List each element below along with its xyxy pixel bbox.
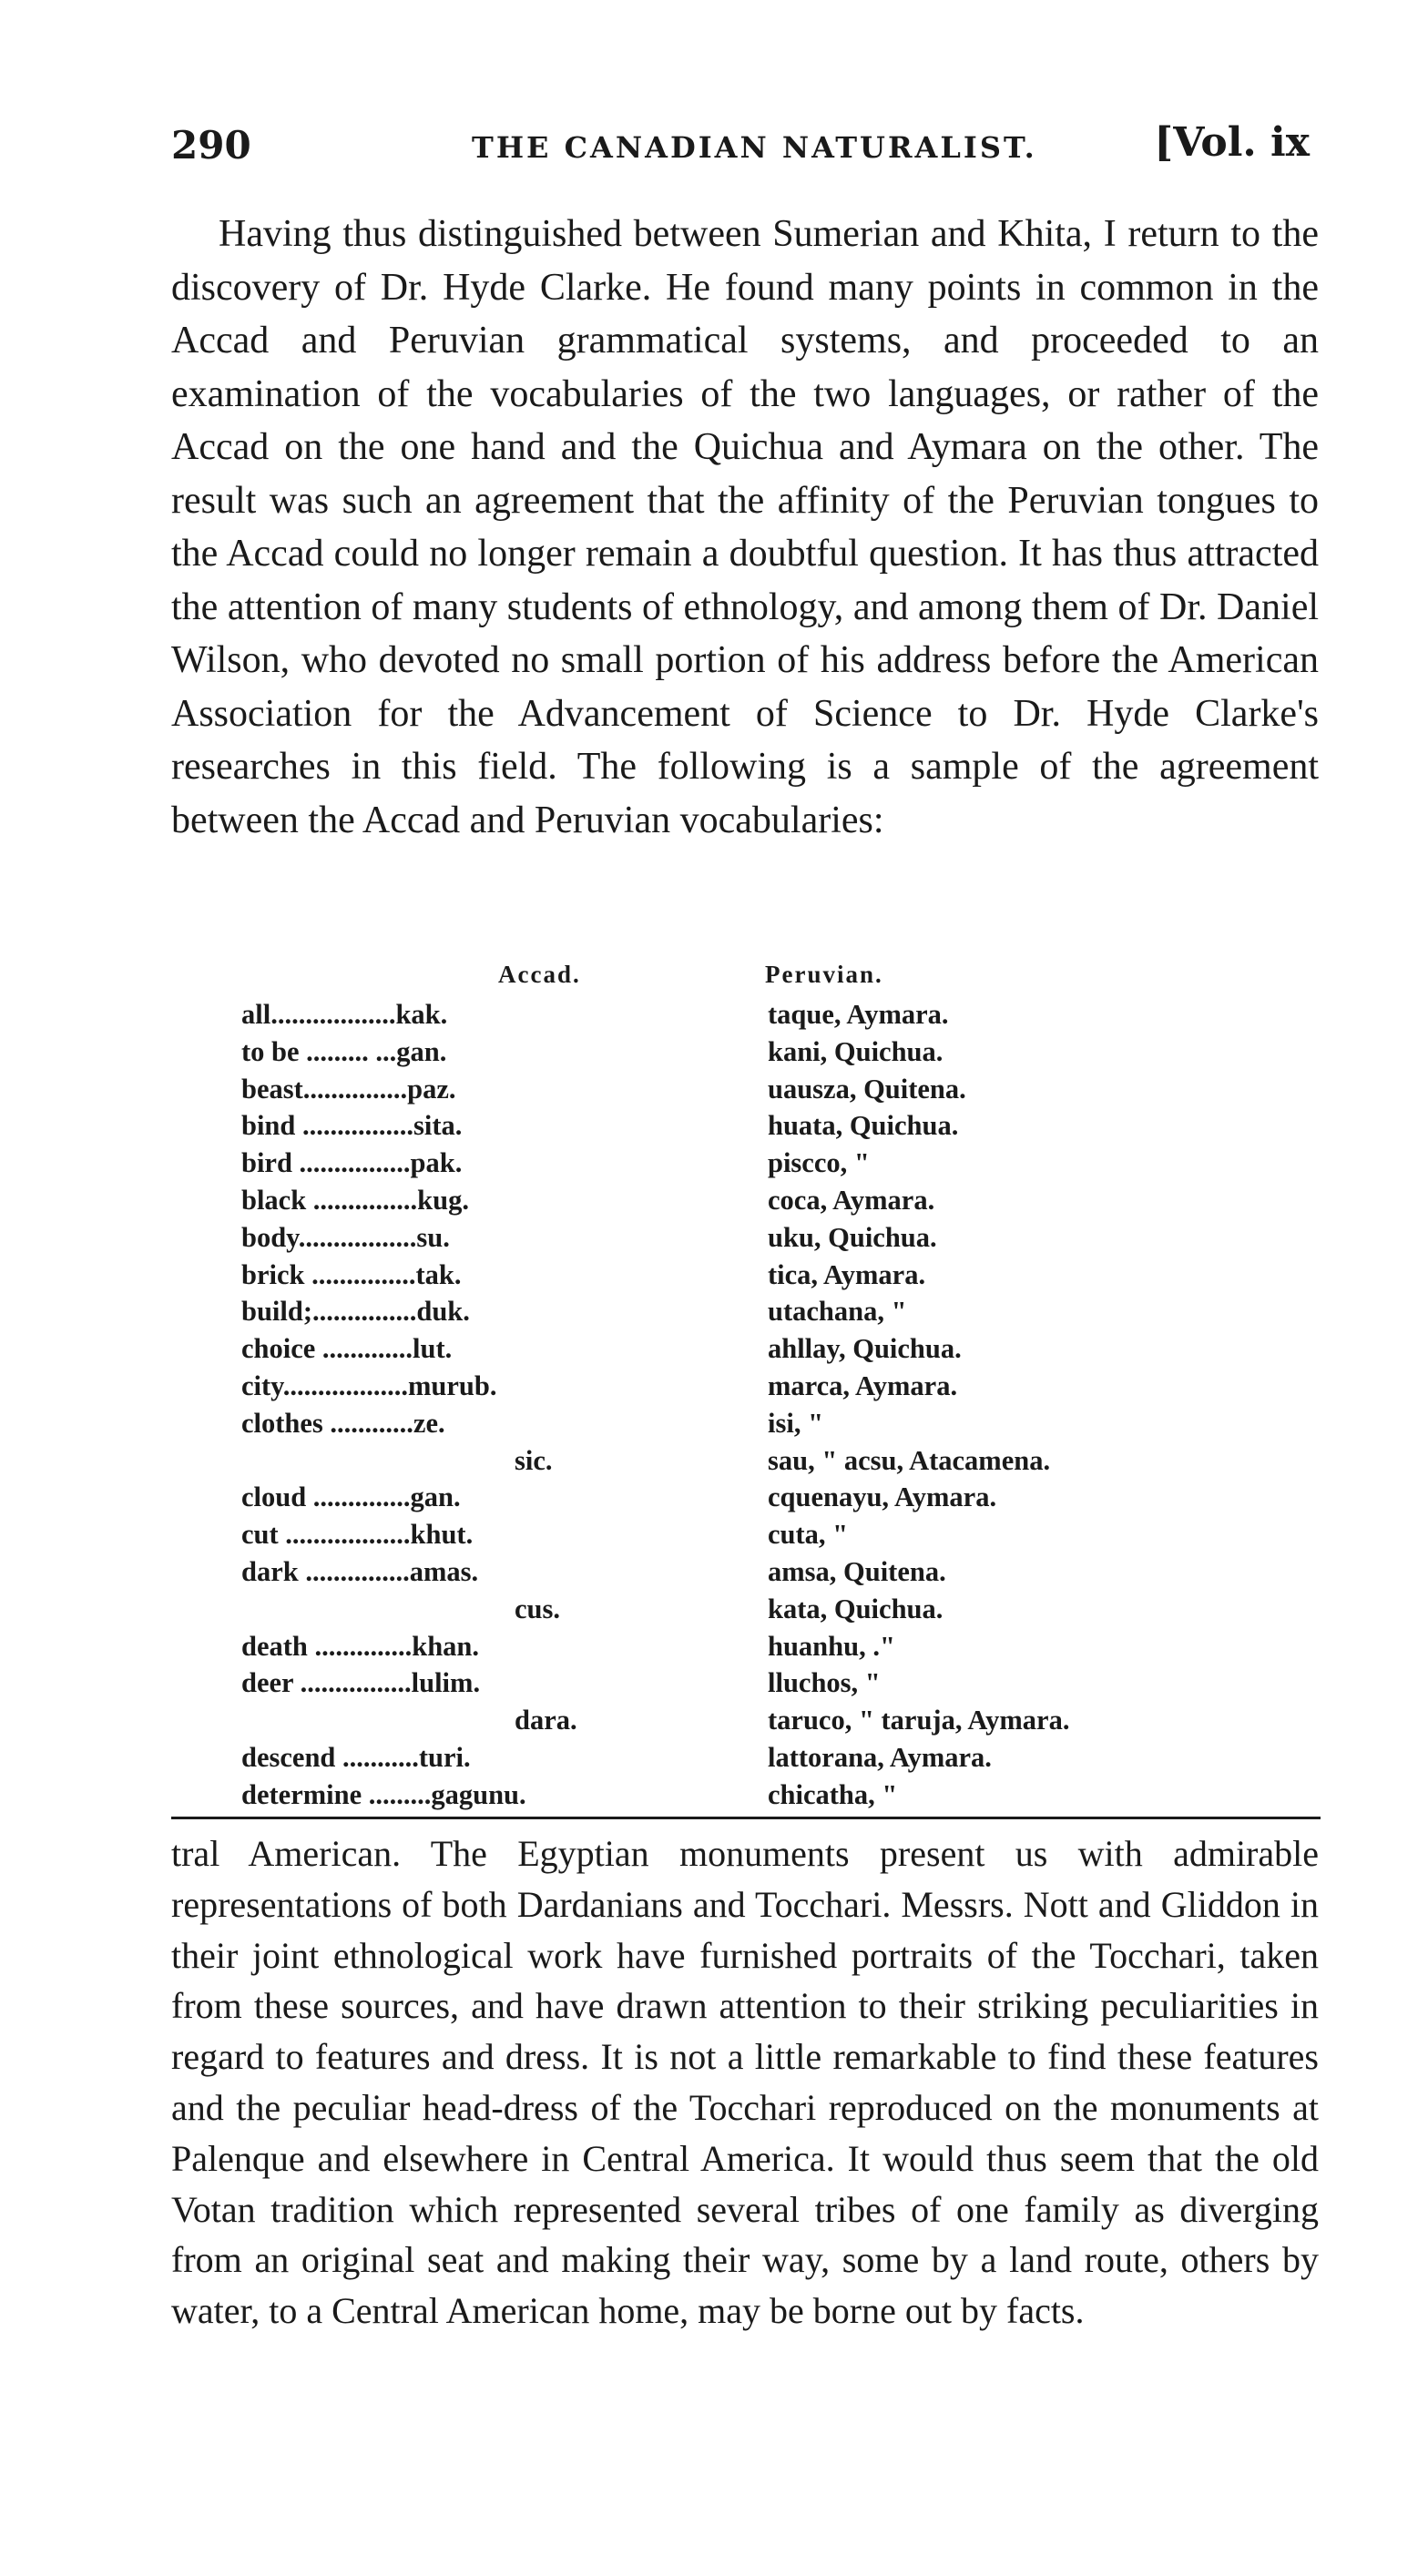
accad-term: deer ................lulim. [241, 1667, 481, 1699]
peruvian-term: isi, " [768, 1407, 823, 1439]
table-row [241, 1110, 1307, 1147]
peruvian-term: marca, Aymara. [768, 1369, 958, 1401]
accad-term: choice .............lut. [241, 1333, 453, 1365]
table-row [241, 999, 1307, 1036]
accad-term: determine .........gagunu. [241, 1778, 526, 1810]
journal-title: THE CANADIAN NATURALIST. [472, 130, 1037, 165]
main-paragraph: Having thus distinguished between Sumerian and Khita, I return to the discovery of Dr. Hyde Clarke. He found many points in common in the Accad and Peruvian grammatical systems, and proceeded to an examination of the vocabularies of the two languages, or rather of the Accad on the one hand and the Quichua and Aymara on the other. The result was such an agreement that the affinity of the Peruvian tongues to the Accad could no longer remain a doubtful question. It has thus attracted the attention of many students of ethnology, and among them of Dr. Daniel Wilson, who devoted no small portion of his address before the American Association for the Advancement of Science to Dr. Hyde Clarke's researches in this field. The following is a sample of the agreement between the Accad and Peruvian vocabularies: [171, 213, 1319, 841]
accad-term: dara. [515, 1705, 577, 1736]
peruvian-term: huata, Quichua. [768, 1110, 959, 1142]
accad-term: build;...............duk. [241, 1296, 470, 1328]
accad-term: bind ................sita. [241, 1110, 463, 1142]
accad-term: to be ......... ...gan. [241, 1035, 447, 1067]
peruvian-term: cquenayu, Aymara. [768, 1481, 997, 1513]
accad-term: all..................kak. [241, 999, 448, 1030]
table-row [241, 1185, 1307, 1222]
table-row [241, 1445, 1307, 1482]
table-row [241, 1779, 1307, 1817]
peruvian-term: taruco, " taruja, Aymara. [768, 1705, 1070, 1736]
accad-column-heading: Accad. [498, 961, 581, 988]
peruvian-term: kani, Quichua. [768, 1035, 944, 1067]
peruvian-term: cuta, " [768, 1519, 849, 1551]
table-row [241, 1631, 1307, 1668]
table-row [241, 1296, 1307, 1333]
accad-term: black ...............kug. [241, 1184, 469, 1216]
table-row [241, 1074, 1307, 1111]
table-row [241, 1481, 1307, 1519]
accad-term: cloud ..............gan. [241, 1481, 461, 1513]
vocabulary-table [241, 961, 1307, 1810]
table-row [241, 1259, 1307, 1297]
page-number: 290 [171, 123, 251, 168]
table-row [241, 1742, 1307, 1779]
accad-term: brick ...............tak. [241, 1258, 462, 1290]
peruvian-term: coca, Aymara. [768, 1184, 935, 1216]
peruvian-term: ahllay, Quichua. [768, 1333, 962, 1365]
peruvian-term: uausza, Quitena. [768, 1073, 966, 1105]
accad-term: bird ................pak. [241, 1147, 463, 1179]
table-row [241, 1036, 1307, 1074]
accad-term: descend ...........turi. [241, 1741, 471, 1773]
peruvian-term: taque, Aymara. [768, 999, 949, 1030]
peruvian-term: lluchos, " [768, 1667, 881, 1699]
peruvian-term: chicatha, " [768, 1778, 898, 1810]
peruvian-term: huanhu, ." [768, 1630, 895, 1662]
table-row [241, 1519, 1307, 1556]
table-row [241, 1593, 1307, 1631]
accad-term: sic. [515, 1444, 553, 1476]
peruvian-term: sau, " acsu, Atacamena. [768, 1444, 1051, 1476]
peruvian-term: uku, Quichua. [768, 1221, 937, 1253]
accad-term: cus. [515, 1593, 560, 1624]
peruvian-term: lattorana, Aymara. [768, 1741, 992, 1773]
peruvian-term: piscco, " [768, 1147, 870, 1179]
running-head [171, 119, 1310, 178]
accad-term: clothes ............ze. [241, 1407, 445, 1439]
accad-term: dark ...............amas. [241, 1555, 479, 1587]
table-row [241, 1333, 1307, 1370]
peruvian-term: utachana, " [768, 1296, 907, 1328]
accad-term: death ..............khan. [241, 1630, 480, 1662]
peruvian-term: tica, Aymara. [768, 1258, 926, 1290]
accad-term: city..................murub. [241, 1369, 497, 1401]
peruvian-term: kata, Quichua. [768, 1593, 944, 1624]
table-row [241, 1370, 1307, 1408]
accad-term: body.................su. [241, 1221, 450, 1253]
table-row [241, 1222, 1307, 1259]
peruvian-column-heading: Peruvian. [765, 961, 883, 988]
vocabulary-rows [241, 999, 1307, 1817]
table-row [241, 1556, 1307, 1593]
table-row [241, 1705, 1307, 1742]
footnote-divider [171, 1817, 1321, 1819]
accad-term: cut ..................khut. [241, 1519, 474, 1551]
footnote-paragraph: tral American. The Egyptian monuments present us with admirable representations of both Dardanians and Tocchari. Messrs. Nott and Gliddon in their joint ethnological work have furnished portraits of the Tocchari, taken from these sources, and have drawn attention to their striking peculiarities in regard to features and dress. It is not a little remarkable to find these features and the peculiar head-dress of the Tocchari reproduced on the monuments at Palenque and elsewhere in Central America. It would thus seem that the old Votan tradition which represented several tribes of one family as diverging from an original seat and making their way, some by a land route, others by water, to a Central American home, may be borne out by facts. [171, 1833, 1319, 2332]
accad-term: beast...............paz. [241, 1073, 456, 1105]
table-row [241, 1667, 1307, 1705]
table-row [241, 1147, 1307, 1185]
table-row [241, 1408, 1307, 1445]
volume-label: [Vol. ix [1154, 119, 1310, 166]
peruvian-term: amsa, Quitena. [768, 1555, 946, 1587]
